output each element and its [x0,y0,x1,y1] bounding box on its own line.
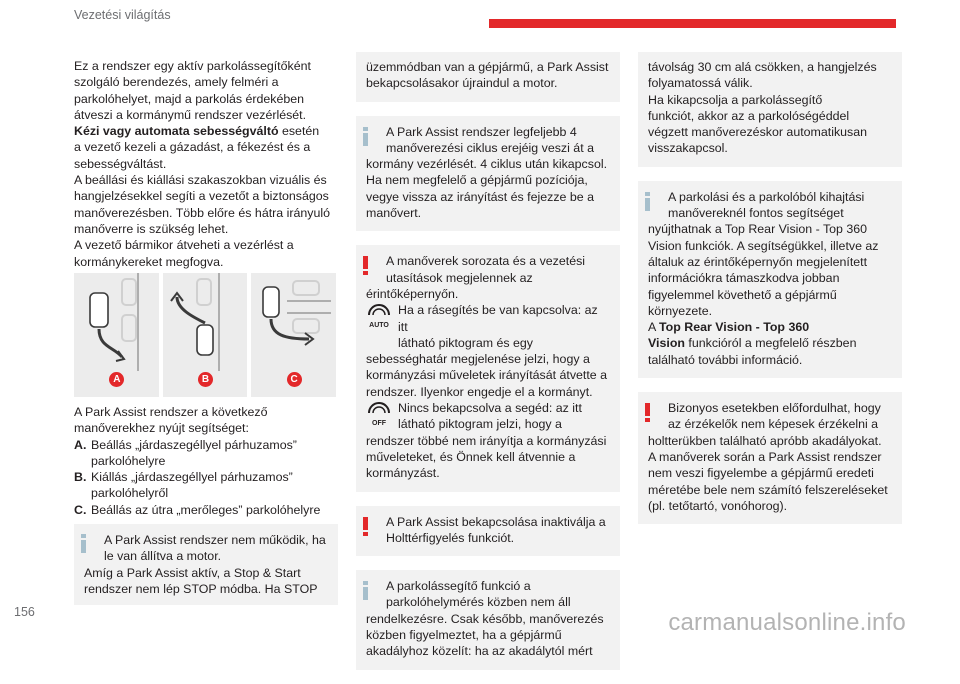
auto-pictogram-row [366,302,610,351]
auto-label: AUTO [369,322,389,330]
header-accent-bar [489,19,896,28]
list-item-b [74,469,338,502]
off-pictogram-row [366,400,610,433]
warning-text: (pl. tetőtartó, vonóhorog). [648,498,788,513]
panel-a [74,273,159,397]
warning-text: A manőverek sorozata és a vezetési [386,254,586,269]
warning-text: Nincs bekapcsolva a segéd: az itt [398,401,582,416]
body-line: kormánykereket megfogva. [74,254,224,269]
info-text: Ha kikapcsolja a parkolássegítő [648,92,823,107]
info-text: Amíg a Park Assist aktív, a Stop & Start [84,565,301,580]
info-box-sensor-continued [638,52,902,167]
warning-text: méretébe bele nem számító felszereléseket [648,482,888,497]
info-text: információkra támaszkodva jobban [648,271,840,286]
info-box-cycles [356,116,620,232]
body-line: A vezető bármikor átveheti a vezérlést a [74,238,294,253]
transmission-line [74,123,338,139]
vision-bold: Vision [648,336,685,351]
info-text: A Top Rear Vision - Top 360 [648,320,810,335]
info-text: üzemmódban van a gépjármű, a Park Assist [366,60,609,74]
body-line: manőverre is szükség lehet. [74,221,229,236]
intro-line: parkolóhelyet, majd a parkolás érdekében [74,91,305,106]
warning-text: látható piktogram jelzi, hogy a [398,417,562,432]
list-intro-line: manőverekhez nyújt segítséget: [74,421,249,436]
info-text: parkolóhelymérés közben nem áll [386,595,571,610]
body-line: hangjelzésekkel segíti a vezetőt a biztonságos [74,189,329,204]
info-text: A Park Assist rendszer nem működik, ha [104,533,326,547]
warning-text: látható piktogram és egy [398,335,533,350]
info-text: A parkolási és a parkolóból kihajtási [668,189,865,204]
warning-text: Holttérfigyelés funkciót. [386,530,515,545]
warning-text: Ha a rásegítés be van kapcsolva: az itt [398,303,598,334]
info-box-engine-off [74,524,338,605]
info-box-continued [356,52,620,102]
info-icon [363,581,368,600]
parking-illustration [74,273,336,397]
warning-text: A manőverek során a Park Assist rendszer [648,449,882,464]
warning-text: sebességhatár megjelenése jelzi, hogy a [366,352,590,367]
steering-wheel-auto-icon [365,302,393,330]
info-text: nyújthatnak a Top Rear Vision - Top 360 [648,222,868,237]
info-text: rendelkezésre. Csak később, manőverezés [366,611,604,626]
steering-wheel-off-icon [365,400,393,428]
info-text: manővereknél fontos segítséget [668,206,844,221]
list-text: Kiállás „járdaszegéllyel párhuzamos” parkolóhelyről [91,470,293,501]
info-text: bekapcsolásakor újraindul a motor. [366,76,558,91]
info-text: végzett manőverezéskor automatikusan [648,125,868,140]
info-text: található további információ. [648,352,803,367]
body-line: manőverezésben. Több előre és hátra irányuló [74,205,330,220]
info-text: visszakapcsol. [648,141,728,156]
badge-c: C [287,372,302,387]
column-2 [356,52,620,684]
info-text: figyelemmel követhető a gépjármű [648,287,837,302]
warning-text: holtterükben található apróbb akadályokat. [648,433,882,448]
list-key: B. [74,470,87,485]
warning-text: utasítások megjelennek az [386,270,533,285]
info-text: A parkolássegítő funkció a [386,579,531,594]
warning-text: műveleteket, és Önnek kell átvennie a [366,449,576,464]
warning-text: A Park Assist bekapcsolása inaktiválja a [386,514,606,529]
warning-text: érintőképernyőn. [366,286,459,301]
info-text: rendszer nem lép STOP módba. Ha STOP [84,581,318,596]
warning-icon [363,517,368,536]
intro-line: Ez a rendszer egy aktív parkolássegítőként [74,59,311,73]
transmission-bold: Kézi vagy automata sebességváltó [74,124,279,139]
panel-c [251,273,336,397]
body-line: a vezető kezeli a gázadást, a fékezést és a [74,140,311,155]
warning-icon [363,256,368,275]
list-key: A. [74,437,87,452]
info-text: akadályhoz közelít: ha az akadálytól mért [366,644,593,659]
body-line: A beállási és kiállási szakaszokban vizuális és [74,173,327,188]
warning-text: kormányzást. [366,466,440,481]
rear-vision-bold: Top Rear Vision - Top 360 [659,320,810,335]
off-label: OFF [372,420,386,428]
column-3 [638,52,902,538]
warning-text: nem veszi figyelembe a gépjármű eredeti [648,466,874,481]
info-text: folyamatossá válik. [648,76,753,91]
warning-text: kormányzási műveletek irányítását átvette a [366,368,608,383]
info-icon [81,534,86,553]
warning-box-sensors [638,392,902,524]
info-text: távolság 30 cm alá csökken, a hangjelzés [648,60,877,74]
info-text: Vision funkcióról a megfelelő részben [648,336,857,351]
column-1 [74,58,338,270]
info-text: környezete. [648,303,713,318]
transmission-tail: esetén [278,124,320,139]
warning-box-display [356,245,620,491]
info-text: vegye vissza az irányítást és fejezze be a [366,189,594,204]
warning-text: rendszer többé nem irányítja a kormányzási [366,433,607,448]
info-text: funkciót, akkor az a parkolóségéddel [648,108,850,123]
list-key: C. [74,502,87,517]
intro-line: szolgáló berendezés, amely felméri a [74,75,279,90]
info-text: manőverezési ciklus erejéig veszi át a [386,140,594,155]
body-line: sebességváltást. [74,156,167,171]
list-intro-line: A Park Assist rendszer a következő [74,405,268,419]
warning-text: rendszer. Ilyenkor engedje el a kormányt. [366,384,593,399]
page-header-title: Vezetési világítás [74,8,171,22]
list-text: Beállás „járdaszegéllyel párhuzamos” parkolóhelyre [91,437,297,468]
intro-line: átveszi a kormánymű rendszer vezérlését. [74,107,307,122]
page-number: 156 [14,605,35,619]
badge-a: A [109,372,124,387]
info-box-parking-sensor [356,570,620,669]
info-text: Ha nem megfelelő a gépjármű pozíciója, [366,173,588,188]
warning-text: Bizonyos esetekben előfordulhat, hogy [668,401,881,416]
list-text: Beállás az útra „merőleges” parkolóhelyre [91,502,321,517]
info-icon [363,127,368,146]
panel-b [163,273,248,397]
warning-text: az érzékelők nem képesek érzékelni a [668,417,879,432]
info-text: Vision funkciók. A segítségükkel, illetve az [648,238,879,253]
info-text: közben figyelmeztet, ha a gépjármű [366,628,562,643]
info-text: kormány vezérlését. 4 ciklus után kikapcsol. [366,157,608,172]
info-icon [645,192,650,211]
list-item-a [74,437,338,470]
warning-box-blind-spot [356,506,620,557]
watermark: carmanualsonline.info [668,609,906,636]
badge-b: B [198,372,213,387]
list-item-c [74,502,338,518]
info-box-rear-vision [638,181,902,378]
maneuver-list-section [74,404,338,518]
info-text: manővert. [366,206,422,221]
info-text: le van állítva a motor. [104,549,222,564]
info-text: általuk az érintőképernyőn megjelenített [648,254,868,269]
warning-icon [645,403,650,422]
info-text: A Park Assist rendszer legfeljebb 4 [386,124,577,139]
